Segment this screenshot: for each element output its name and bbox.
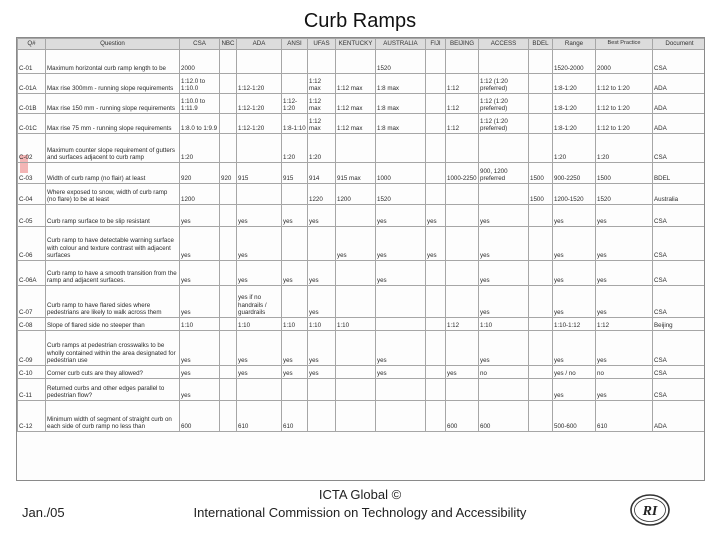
cell-beijing: yes: [446, 366, 479, 379]
cell-range: 1200-1520: [553, 184, 596, 205]
cell-range: yes: [553, 331, 596, 366]
cell-document: CSA: [653, 286, 706, 318]
icta-logo-icon: [629, 492, 671, 528]
cell-best-practice: yes: [596, 286, 653, 318]
cell-ansi: [282, 74, 308, 94]
footer-date: Jan./05: [22, 505, 65, 520]
cell-access: 600: [479, 401, 529, 432]
cell-ada: yes if no handrails / guardrails: [237, 286, 282, 318]
cell-qnum: C-07: [18, 286, 46, 318]
cell-csa: yes: [180, 227, 220, 261]
cell-question: Maximum counter slope requirement of gutters and surfaces adjacent to curb ramp: [46, 134, 180, 163]
cell-kentucky: 1:10: [336, 318, 376, 331]
cell-nbc: [220, 205, 237, 227]
table-row: [18, 401, 706, 432]
cell-question: Width of curb ramp (no flair) at least: [46, 163, 180, 184]
table-row: [18, 227, 706, 261]
cell-question: Maximum horizontal curb ramp length to be: [46, 50, 180, 74]
cell-range: yes / no: [553, 366, 596, 379]
cell-ansi: [282, 227, 308, 261]
cell-range: yes: [553, 286, 596, 318]
cell-ansi: yes: [282, 261, 308, 286]
cell-qnum: C-12: [18, 401, 46, 432]
cell-question: Curb ramp to have detectable warning surface with colour and texture contrast with adjacent surfaces: [46, 227, 180, 261]
table-row: [18, 163, 706, 184]
table-row: [18, 184, 706, 205]
column-header-question: Question: [46, 39, 180, 50]
cell-ada: [237, 134, 282, 163]
cell-bdel: [529, 318, 553, 331]
cell-beijing: 1:12: [446, 74, 479, 94]
cell-bdel: [529, 205, 553, 227]
cell-document: CSA: [653, 261, 706, 286]
cell-best-practice: 2000: [596, 50, 653, 74]
cell-kentucky: 1:12 max: [336, 74, 376, 94]
cell-kentucky: [336, 205, 376, 227]
cell-ada: 1:12-1:20: [237, 114, 282, 134]
cell-best-practice: no: [596, 366, 653, 379]
table-row: [18, 261, 706, 286]
cell-fiji: [426, 318, 446, 331]
cell-csa: yes: [180, 261, 220, 286]
cell-fiji: [426, 331, 446, 366]
cell-question: Curb ramp to have a smooth transition from the ramp and adjacent surfaces.: [46, 261, 180, 286]
cell-best-practice: 1:12 to 1:20: [596, 114, 653, 134]
cell-bdel: [529, 286, 553, 318]
column-header-document: Document: [653, 39, 706, 50]
cell-document: CSA: [653, 331, 706, 366]
cell-access: [479, 134, 529, 163]
cell-ufas: yes: [308, 261, 336, 286]
cell-beijing: 1:12: [446, 94, 479, 114]
cell-document: CSA: [653, 205, 706, 227]
cell-bdel: 1500: [529, 163, 553, 184]
table-row: [18, 94, 706, 114]
cell-fiji: [426, 379, 446, 401]
cell-ada: yes: [237, 261, 282, 286]
cell-australia: [376, 401, 426, 432]
cell-document: CSA: [653, 379, 706, 401]
table-row: [18, 134, 706, 163]
cell-australia: 1000: [376, 163, 426, 184]
column-header-ada: ADA: [237, 39, 282, 50]
table-row: [18, 286, 706, 318]
table-row: [18, 74, 706, 94]
cell-australia: yes: [376, 261, 426, 286]
cell-fiji: [426, 401, 446, 432]
cell-australia: 1520: [376, 184, 426, 205]
cell-nbc: [220, 366, 237, 379]
slide-title: Curb Ramps: [303, 10, 417, 32]
cell-range: 1520-2000: [553, 50, 596, 74]
cell-document: ADA: [653, 94, 706, 114]
cell-best-practice: yes: [596, 227, 653, 261]
cell-best-practice: yes: [596, 331, 653, 366]
cell-ansi: [282, 286, 308, 318]
column-header-bdel: BDEL: [529, 39, 553, 50]
cell-access: yes: [479, 331, 529, 366]
cell-ansi: [282, 50, 308, 74]
cell-nbc: [220, 134, 237, 163]
cell-kentucky: 915 max: [336, 163, 376, 184]
cell-ansi: 1:10: [282, 318, 308, 331]
cell-best-practice: 1:12 to 1:20: [596, 94, 653, 114]
cell-nbc: [220, 286, 237, 318]
cell-ufas: 1:20: [308, 134, 336, 163]
cell-ufas: yes: [308, 205, 336, 227]
cell-ufas: yes: [308, 366, 336, 379]
cell-csa: 1200: [180, 184, 220, 205]
cell-access: 1:12 (1:20 preferred): [479, 94, 529, 114]
cell-ansi: yes: [282, 331, 308, 366]
cell-csa: 1:12.0 to 1:10.0: [180, 74, 220, 94]
cell-qnum: C-08: [18, 318, 46, 331]
cell-qnum: C-01: [18, 50, 46, 74]
cell-access: 1:12 (1:20 preferred): [479, 74, 529, 94]
cell-document: BDEL: [653, 163, 706, 184]
cell-access: yes: [479, 227, 529, 261]
cell-ada: 1:12-1:20: [237, 94, 282, 114]
cell-beijing: 1000-2250: [446, 163, 479, 184]
column-header-qnum: Q#: [18, 39, 46, 50]
cell-question: Returned curbs and other edges parallel to pedestrian flow?: [46, 379, 180, 401]
cell-ufas: yes: [308, 331, 336, 366]
cell-beijing: 1:12: [446, 318, 479, 331]
cell-beijing: [446, 134, 479, 163]
cell-qnum: C-06: [18, 227, 46, 261]
cell-nbc: [220, 331, 237, 366]
cell-bdel: [529, 379, 553, 401]
cell-document: ADA: [653, 401, 706, 432]
curb-ramp-table: [17, 38, 705, 432]
cell-access: no: [479, 366, 529, 379]
cell-document: CSA: [653, 50, 706, 74]
cell-document: CSA: [653, 134, 706, 163]
cell-qnum: C-03: [18, 163, 46, 184]
logo-lettering: RI: [642, 504, 658, 519]
cell-access: yes: [479, 261, 529, 286]
footer-credit: [160, 486, 560, 522]
cell-range: yes: [553, 205, 596, 227]
cell-kentucky: [336, 134, 376, 163]
cell-bdel: 1500: [529, 184, 553, 205]
cell-australia: 1:8 max: [376, 114, 426, 134]
cell-document: CSA: [653, 366, 706, 379]
cell-document: CSA: [653, 227, 706, 261]
cell-bdel: [529, 227, 553, 261]
cell-fiji: [426, 134, 446, 163]
cell-fiji: yes: [426, 205, 446, 227]
cell-question: Curb ramp surface to be slip resistant: [46, 205, 180, 227]
cell-bdel: [529, 94, 553, 114]
cell-ansi: 1:8-1:10: [282, 114, 308, 134]
cell-fiji: [426, 286, 446, 318]
cell-csa: 920: [180, 163, 220, 184]
cell-range: yes: [553, 227, 596, 261]
cell-csa: yes: [180, 366, 220, 379]
cell-ufas: [308, 227, 336, 261]
cell-document: ADA: [653, 114, 706, 134]
column-header-nbc: NBC: [220, 39, 237, 50]
cell-fiji: [426, 261, 446, 286]
cell-kentucky: 1:12 max: [336, 94, 376, 114]
cell-ada: yes: [237, 331, 282, 366]
cell-access: [479, 184, 529, 205]
cell-best-practice: 1:12: [596, 318, 653, 331]
cell-nbc: [220, 184, 237, 205]
cell-question: Minimum width of segment of straight curb on each side of curb ramp no less than: [46, 401, 180, 432]
cell-qnum: C-01C: [18, 114, 46, 134]
cell-access: [479, 50, 529, 74]
cell-document: Beijing: [653, 318, 706, 331]
cell-ada: yes: [237, 227, 282, 261]
column-header-access: ACCESS: [479, 39, 529, 50]
cell-beijing: [446, 227, 479, 261]
cell-australia: [376, 379, 426, 401]
cell-range: 1:10-1:12: [553, 318, 596, 331]
table-row: [18, 205, 706, 227]
cell-document: ADA: [653, 74, 706, 94]
cell-ada: [237, 50, 282, 74]
cell-ada: [237, 184, 282, 205]
column-header-ansi: ANSI: [282, 39, 308, 50]
cell-kentucky: yes: [336, 227, 376, 261]
cell-question: Curb ramp to have flared sides where pedestrians are likely to walk across them: [46, 286, 180, 318]
cell-nbc: [220, 401, 237, 432]
cell-ufas: 1:12 max: [308, 94, 336, 114]
cell-ada: 610: [237, 401, 282, 432]
cell-ansi: 1:12-1:20: [282, 94, 308, 114]
cell-kentucky: 1200: [336, 184, 376, 205]
cell-ada: [237, 379, 282, 401]
cell-csa: 1:10: [180, 318, 220, 331]
cell-range: 900-2250: [553, 163, 596, 184]
cell-ada: yes: [237, 366, 282, 379]
cell-beijing: [446, 261, 479, 286]
cell-nbc: [220, 74, 237, 94]
column-header-beijing: BEIJING: [446, 39, 479, 50]
cell-ada: 1:10: [237, 318, 282, 331]
cell-qnum: C-09: [18, 331, 46, 366]
cell-beijing: [446, 184, 479, 205]
cell-bdel: [529, 74, 553, 94]
cell-nbc: [220, 379, 237, 401]
cell-question: Max rise 150 mm - running slope requirements: [46, 94, 180, 114]
cell-ansi: [282, 184, 308, 205]
cell-australia: yes: [376, 331, 426, 366]
cell-csa: 1:8.0 to 1:9.9: [180, 114, 220, 134]
cell-beijing: 600: [446, 401, 479, 432]
cell-fiji: [426, 94, 446, 114]
cell-csa: 600: [180, 401, 220, 432]
cell-ufas: yes: [308, 286, 336, 318]
cell-kentucky: [336, 366, 376, 379]
cell-qnum: C-01A: [18, 74, 46, 94]
cell-best-practice: yes: [596, 261, 653, 286]
cell-fiji: [426, 74, 446, 94]
cell-access: 1:10: [479, 318, 529, 331]
cell-fiji: [426, 114, 446, 134]
cell-ufas: 1:10: [308, 318, 336, 331]
cell-beijing: [446, 379, 479, 401]
column-header-fiji: FIJI: [426, 39, 446, 50]
cell-qnum: C-01B: [18, 94, 46, 114]
cell-document: Australia: [653, 184, 706, 205]
cell-ufas: 1:12 max: [308, 74, 336, 94]
cell-range: yes: [553, 379, 596, 401]
cell-range: yes: [553, 261, 596, 286]
cell-kentucky: [336, 261, 376, 286]
cell-nbc: [220, 94, 237, 114]
cell-bdel: [529, 50, 553, 74]
comparison-sheet: [16, 37, 705, 481]
cell-beijing: 1:12: [446, 114, 479, 134]
cell-kentucky: [336, 50, 376, 74]
cell-csa: 1:10.0 to 1:11.9: [180, 94, 220, 114]
cell-question: Where exposed to snow, width of curb ramp (no flare) to be at least: [46, 184, 180, 205]
cell-question: Max rise 75 mm - running slope requirements: [46, 114, 180, 134]
cell-australia: yes: [376, 227, 426, 261]
table-row: [18, 379, 706, 401]
column-header-australia: AUSTRALIA: [376, 39, 426, 50]
cell-ansi: 610: [282, 401, 308, 432]
cell-bdel: [529, 366, 553, 379]
footer-copyright: ICTA Global ©: [318, 487, 402, 502]
cell-qnum: C-04: [18, 184, 46, 205]
cell-nbc: [220, 50, 237, 74]
cell-beijing: [446, 331, 479, 366]
cell-access: [479, 379, 529, 401]
cell-range: 1:8-1:20: [553, 74, 596, 94]
cell-beijing: [446, 50, 479, 74]
column-header-kentucky: KENTUCKY: [336, 39, 376, 50]
cell-qnum: C-10: [18, 366, 46, 379]
cell-ufas: [308, 401, 336, 432]
cell-australia: 1:8 max: [376, 94, 426, 114]
cell-ada: 1:12-1:20: [237, 74, 282, 94]
cell-nbc: [220, 227, 237, 261]
cell-qnum: C-06A: [18, 261, 46, 286]
cell-access: yes: [479, 286, 529, 318]
cell-fiji: [426, 184, 446, 205]
cell-fiji: [426, 50, 446, 74]
cell-beijing: [446, 205, 479, 227]
cell-ansi: yes: [282, 366, 308, 379]
cell-nbc: [220, 261, 237, 286]
cell-range: 500-600: [553, 401, 596, 432]
cell-csa: yes: [180, 205, 220, 227]
cell-ufas: 1:12 max: [308, 114, 336, 134]
cell-qnum: C-02: [18, 134, 46, 163]
cell-question: Curb ramps at pedestrian crosswalks to be wholly contained within the area designated for pedestrian use: [46, 331, 180, 366]
cell-australia: 1520: [376, 50, 426, 74]
table-row: [18, 114, 706, 134]
cell-ufas: 1220: [308, 184, 336, 205]
cell-kentucky: [336, 286, 376, 318]
cell-qnum: C-11: [18, 379, 46, 401]
table-row: [18, 366, 706, 379]
cell-access: 1:12 (1:20 preferred): [479, 114, 529, 134]
cell-australia: [376, 318, 426, 331]
cell-australia: [376, 286, 426, 318]
column-header-ufas: UFAS: [308, 39, 336, 50]
cell-ansi: 915: [282, 163, 308, 184]
footer-organization: International Commission on Technology and Accessibility: [193, 505, 527, 520]
cell-australia: yes: [376, 366, 426, 379]
cell-nbc: [220, 114, 237, 134]
cell-ansi: 1:20: [282, 134, 308, 163]
cell-bdel: [529, 261, 553, 286]
cell-qnum: C-05: [18, 205, 46, 227]
cell-bdel: [529, 114, 553, 134]
cell-fiji: yes: [426, 227, 446, 261]
cell-access: yes: [479, 205, 529, 227]
cell-best-practice: 1:12 to 1:20: [596, 74, 653, 94]
cell-nbc: 920: [220, 163, 237, 184]
cell-csa: yes: [180, 286, 220, 318]
cell-kentucky: [336, 331, 376, 366]
cell-question: Corner curb cuts are they allowed?: [46, 366, 180, 379]
column-header-range: Range: [553, 39, 596, 50]
cell-best-practice: 1520: [596, 184, 653, 205]
cell-ufas: [308, 50, 336, 74]
cell-best-practice: 610: [596, 401, 653, 432]
table-row: [18, 50, 706, 74]
table-header-row: [18, 39, 706, 50]
cell-australia: [376, 134, 426, 163]
cell-range: 1:20: [553, 134, 596, 163]
cell-question: Max rise 300mm - running slope requirements: [46, 74, 180, 94]
cell-australia: yes: [376, 205, 426, 227]
cell-ada: yes: [237, 205, 282, 227]
cell-question: Slope of flared side no steeper than: [46, 318, 180, 331]
cell-csa: 1:20: [180, 134, 220, 163]
cell-csa: yes: [180, 331, 220, 366]
cell-kentucky: [336, 379, 376, 401]
cell-best-practice: 1500: [596, 163, 653, 184]
cell-ansi: [282, 379, 308, 401]
cell-best-practice: yes: [596, 205, 653, 227]
column-header-csa: CSA: [180, 39, 220, 50]
cell-bdel: [529, 331, 553, 366]
cell-ufas: 914: [308, 163, 336, 184]
cell-beijing: [446, 286, 479, 318]
cell-access: 900, 1200 preferred: [479, 163, 529, 184]
cell-bdel: [529, 401, 553, 432]
cell-bdel: [529, 134, 553, 163]
cell-kentucky: [336, 401, 376, 432]
cell-ansi: yes: [282, 205, 308, 227]
table-row: [18, 331, 706, 366]
cell-range: 1:8-1:20: [553, 114, 596, 134]
cell-australia: 1:8 max: [376, 74, 426, 94]
cell-csa: 2000: [180, 50, 220, 74]
cell-ada: 915: [237, 163, 282, 184]
cell-nbc: [220, 318, 237, 331]
cell-fiji: [426, 366, 446, 379]
cell-fiji: [426, 163, 446, 184]
cell-ufas: [308, 379, 336, 401]
cell-range: 1:8-1:20: [553, 94, 596, 114]
column-header-best-practice: Best Practice: [596, 39, 653, 50]
cell-kentucky: 1:12 max: [336, 114, 376, 134]
cell-csa: yes: [180, 379, 220, 401]
table-row: [18, 318, 706, 331]
cell-best-practice: 1:20: [596, 134, 653, 163]
cell-best-practice: yes: [596, 379, 653, 401]
